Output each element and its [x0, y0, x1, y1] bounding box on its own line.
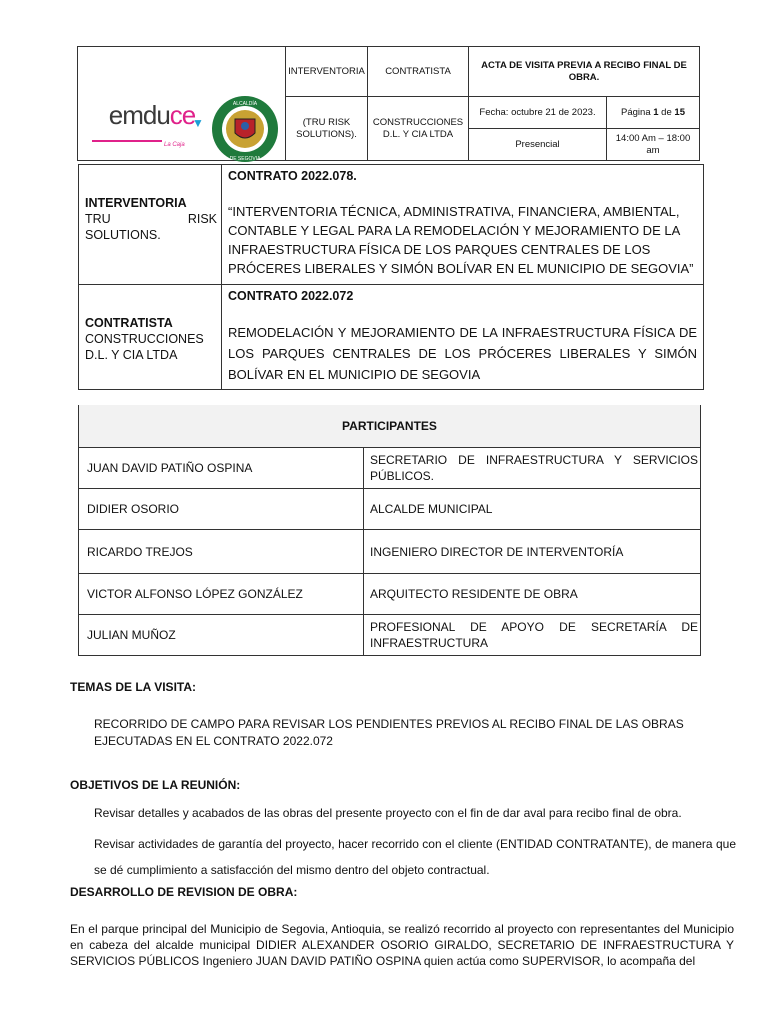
segovia-seal-icon: [211, 95, 279, 163]
contract-detail: [222, 285, 704, 390]
contract-label-line1: TRU RISK: [85, 212, 217, 226]
participant-role: SECRETARIO DE INFRAESTRUCTURA Y SERVICIOS PÚBLICOS.: [364, 448, 701, 489]
contract-number: CONTRATO 2022.078.: [228, 169, 357, 183]
contract-label-line2: SOLUTIONS.: [85, 228, 161, 242]
participant-name: JULIAN MUÑOZ: [79, 615, 364, 656]
document-header: [77, 46, 700, 161]
desarrollo-title: DESARROLLO DE REVISION DE OBRA:: [70, 885, 298, 899]
logo-accent-icon: ▼: [192, 116, 204, 130]
seal-text-top: ALCALDÍA: [232, 101, 258, 107]
contratista-name: CONSTRUCCIONES D.L. Y CIA LTDA: [368, 97, 469, 161]
participant-role: PROFESIONAL DE APOYO DE SECRETARÍA DE INFRAESTRUCTURA: [364, 615, 701, 656]
temas-title: TEMAS DE LA VISITA:: [70, 680, 196, 694]
contract-row-interventoria: [79, 165, 704, 285]
contract-label: [79, 165, 222, 285]
logo-cell: [78, 47, 286, 161]
horario-cell: 14:00 Am – 18:00 am: [607, 129, 700, 161]
participants-title: PARTICIPANTES: [79, 405, 701, 448]
participant-role: INGENIERO DIRECTOR DE INTERVENTORÍA: [364, 530, 701, 574]
contracts-table: [78, 164, 704, 390]
table-row: [79, 574, 701, 615]
logo-emdu-text: emdu: [108, 100, 170, 130]
desarrollo-text: En el parque principal del Municipio de Segovia, Antioquia, se realizó recorrido al proyecto con representantes del Municipio en cabeza del alcalde municipal DIDIER ALEXANDER OSORIO GIRALDO, SECRETARIO DE INFRAESTRUCTURA Y SERVICIOS PÚBLICOS Ingeniero JUAN DAVID PATIÑO OSPINA quien actúa como SUPERVISOR, lo acompaña del: [70, 922, 734, 968]
seal-text-bottom: DE SEGOVIA: [229, 156, 261, 162]
participant-name: JUAN DAVID PATIÑO OSPINA: [79, 448, 364, 489]
col-contratista-header: CONTRATISTA: [368, 47, 469, 97]
col-interventoria-header: INTERVENTORIA: [286, 47, 368, 97]
interventoria-name: (TRU RISK SOLUTIONS).: [286, 97, 368, 161]
fecha-cell: Fecha: octubre 21 de 2023.: [469, 97, 607, 129]
contract-description: REMODELACIÓN Y MEJORAMIENTO DE LA INFRAESTRUCTURA FÍSICA DE LOS PARQUES CENTRALES DE LOS PRÓCERES LIBERALES Y SIMÓN BOLÍVAR EN EL MUNICIPIO DE SEGOVIA: [228, 325, 697, 382]
participant-role: ALCALDE MUNICIPAL: [364, 489, 701, 530]
contract-row-contratista: [79, 285, 704, 390]
contract-number: CONTRATO 2022.072: [228, 289, 354, 303]
pagina-cell: Página 1 de 15: [607, 97, 700, 129]
table-row: [79, 489, 701, 530]
participant-name: DIDIER OSORIO: [79, 489, 364, 530]
objetivo-item-2: Revisar actividades de garantía del proyecto, hacer recorrido con el cliente (ENTIDAD CONTRATANTE), de manera que se dé cumplimiento a satisfacción del mismo dentro del objeto contractual.: [94, 837, 736, 877]
objetivo-item-1: Revisar detalles y acabados de las obras del presente proyecto con el fin de dar aval para recibo final de obra.: [94, 806, 682, 820]
table-row: [79, 530, 701, 574]
participants-table: [78, 405, 701, 656]
contract-label-line2: D.L. Y CIA LTDA: [85, 348, 178, 362]
objetivos-title: OBJETIVOS DE LA REUNIÓN:: [70, 778, 241, 792]
contract-label-title: INTERVENTORIA: [85, 196, 187, 210]
logo-underline: [92, 140, 162, 142]
contract-label-title: CONTRATISTA: [85, 316, 173, 330]
logo-tagline: La Caja: [164, 142, 185, 148]
table-row: [79, 448, 701, 489]
participant-name: RICARDO TREJOS: [79, 530, 364, 574]
participant-name: VICTOR ALFONSO LÓPEZ GONZÁLEZ: [79, 574, 364, 615]
logo-ce-text: ce: [169, 100, 196, 130]
contract-description: “INTERVENTORIA TÉCNICA, ADMINISTRATIVA, FINANCIERA, AMBIENTAL, CONTABLE Y LEGAL PARA LA REMODELACIÓN Y MEJORAMIENTO DE LA INFRAESTRUCTURA FÍSICA DE LOS PARQUES CENTRALES DE LOS PRÓCERES LIBERALES Y SIMÓN BOLÍVAR EN EL MUNICIPIO DE SEGOVIA”: [228, 204, 694, 276]
emduce-logo: [92, 100, 212, 149]
table-row: [79, 615, 701, 656]
contract-label-line1: CONSTRUCCIONES: [85, 332, 204, 346]
participant-role: ARQUITECTO RESIDENTE DE OBRA: [364, 574, 701, 615]
temas-text: RECORRIDO DE CAMPO PARA REVISAR LOS PENDIENTES PREVIOS AL RECIBO FINAL DE LAS OBRAS EJECUTADAS EN EL CONTRATO 2022.072: [94, 717, 684, 748]
modalidad-cell: Presencial: [469, 129, 607, 161]
doc-title: ACTA DE VISITA PREVIA A RECIBO FINAL DE OBRA.: [469, 47, 700, 97]
contract-detail: [222, 165, 704, 285]
contract-label: [79, 285, 222, 390]
